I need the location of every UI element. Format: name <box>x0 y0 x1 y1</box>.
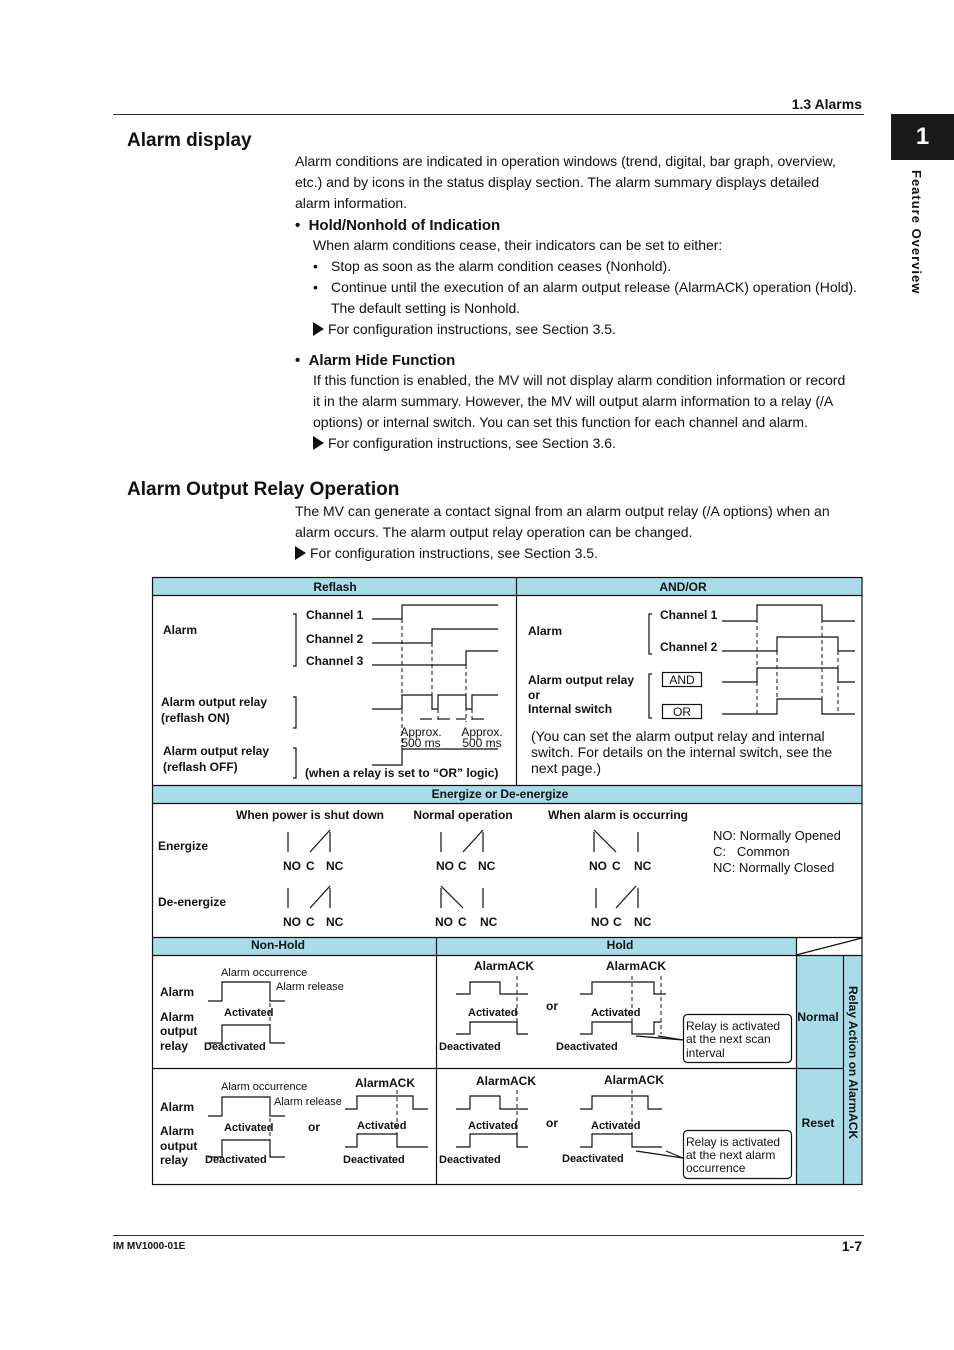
svg-text:AlarmACK: AlarmACK <box>474 959 535 973</box>
svg-text:Alarm output relay: Alarm output relay <box>163 744 270 758</box>
svg-text:Activated: Activated <box>468 1007 518 1019</box>
svg-text:500 ms: 500 ms <box>462 736 502 750</box>
svg-text:Normal: Normal <box>797 1010 839 1024</box>
svg-text:NO: NO <box>436 859 454 873</box>
hold-item: Continue until the execution of an alarm output release (AlarmACK) operation (Hold). <box>331 279 858 295</box>
svg-text:interval: interval <box>686 1046 725 1060</box>
svg-text:or: or <box>308 1120 320 1134</box>
svg-text:Activated: Activated <box>357 1120 407 1132</box>
svg-text:C: Common: C: Common <box>713 844 790 859</box>
hide-reference: For configuration instructions, see Section 3.6. <box>313 433 616 454</box>
svg-text:Alarm release: Alarm release <box>276 981 344 993</box>
svg-text:Activated: Activated <box>224 1007 274 1019</box>
svg-text:OR: OR <box>673 705 691 719</box>
bullet-dot: • <box>313 258 318 274</box>
svg-text:NC: NC <box>480 915 498 929</box>
svg-text:Energize: Energize <box>158 839 209 853</box>
svg-text:switch. For details on the int: switch. For details on the internal switch, see the <box>531 744 833 760</box>
svg-text:Activated: Activated <box>591 1120 641 1132</box>
svg-text:AlarmACK: AlarmACK <box>355 1076 416 1090</box>
svg-text:Relay is activated: Relay is activated <box>686 1135 781 1149</box>
svg-text:NO: NO <box>591 915 609 929</box>
relay-line: The MV can generate a contact signal from an alarm output relay (/A options) when an <box>295 503 830 519</box>
svg-text:De-energize: De-energize <box>158 895 227 909</box>
relay-reference: For configuration instructions, see Section 3.5. <box>295 543 598 564</box>
svg-text:Activated: Activated <box>224 1122 274 1134</box>
svg-text:NO: NO <box>283 859 301 873</box>
svg-text:Channel 2: Channel 2 <box>660 640 718 654</box>
svg-text:Deactivated: Deactivated <box>439 1041 501 1053</box>
svg-text:Approx.: Approx. <box>400 725 442 739</box>
svg-text:NC: NC <box>478 859 496 873</box>
svg-text:Channel 3: Channel 3 <box>306 654 364 668</box>
svg-text:Reset: Reset <box>801 1116 835 1130</box>
svg-text:next page.): next page.) <box>531 760 602 776</box>
svg-text:occurrence: occurrence <box>686 1161 746 1175</box>
svg-text:NC: NC <box>634 859 652 873</box>
side-label: Feature Overview <box>909 170 924 295</box>
document-id: IM MV1000-01E <box>113 1241 186 1252</box>
svg-text:C: C <box>306 915 315 929</box>
svg-text:Approx.: Approx. <box>461 725 503 739</box>
svg-text:AlarmACK: AlarmACK <box>476 1074 537 1088</box>
svg-text:When alarm is occurring: When alarm is occurring <box>547 808 689 822</box>
svg-text:Channel 2: Channel 2 <box>306 632 364 646</box>
intro-line: etc.) and by icons in the status display section. The alarm summary displays detailed <box>295 174 820 190</box>
svg-text:or: or <box>546 1116 558 1130</box>
running-header: 1.3 Alarms <box>791 96 862 112</box>
svg-text:at the next scan: at the next scan <box>686 1032 771 1046</box>
svg-text:AND: AND <box>669 673 695 687</box>
svg-text:Internal switch: Internal switch <box>528 702 613 716</box>
hide-line: If this function is enabled, the MV will not display alarm condition information or record <box>313 372 846 388</box>
svg-text:NO: NO <box>283 915 301 929</box>
section-title-alarm-display: Alarm display <box>127 130 252 151</box>
section-title-relay-operation: Alarm Output Relay Operation <box>127 479 400 500</box>
svg-text:or: or <box>528 688 540 702</box>
svg-text:or: or <box>546 999 558 1013</box>
svg-text:Alarm: Alarm <box>160 1124 195 1138</box>
relay-line: alarm occurs. The alarm output relay operation can be changed. <box>295 524 693 540</box>
svg-text:Normal operation: Normal operation <box>413 808 513 822</box>
svg-text:Deactivated: Deactivated <box>562 1153 624 1165</box>
chapter-tab: 1 <box>891 114 954 160</box>
svg-text:at the next alarm: at the next alarm <box>686 1148 776 1162</box>
svg-text:500 ms: 500 ms <box>401 736 441 750</box>
bullet-dot: • <box>313 279 318 295</box>
svg-text:output: output <box>160 1024 198 1038</box>
hold-item: The default setting is Nonhold. <box>331 300 521 316</box>
svg-text:Alarm occurrence: Alarm occurrence <box>221 967 308 979</box>
svg-text:NC: Normally Closed: NC: Normally Closed <box>713 860 835 875</box>
hide-heading: • Alarm Hide Function <box>295 352 456 369</box>
svg-text:Channel 1: Channel 1 <box>306 608 364 622</box>
svg-text:Alarm output relay: Alarm output relay <box>161 695 268 709</box>
svg-text:(when a relay is set to “OR” l: (when a relay is set to “OR” logic) <box>305 766 499 780</box>
svg-text:Deactivated: Deactivated <box>204 1041 266 1053</box>
hold-reference: For configuration instructions, see Section 3.5. <box>313 319 616 340</box>
svg-text:NO: NO <box>589 859 607 873</box>
svg-text:Relay is activated: Relay is activated <box>686 1019 781 1033</box>
svg-text:output: output <box>160 1139 198 1153</box>
svg-text:AlarmACK: AlarmACK <box>604 1073 665 1087</box>
svg-text:(reflash OFF): (reflash OFF) <box>163 760 238 774</box>
svg-text:Deactivated: Deactivated <box>343 1154 405 1166</box>
svg-text:Activated: Activated <box>468 1120 518 1132</box>
svg-text:C: C <box>458 915 467 929</box>
hold-item: Stop as soon as the alarm condition ceases (Nonhold). <box>331 258 672 274</box>
svg-text:AND/OR: AND/OR <box>659 580 707 594</box>
svg-text:(You can set the alarm output: (You can set the alarm output relay and internal <box>531 728 825 744</box>
svg-text:Alarm output relay: Alarm output relay <box>528 673 635 687</box>
intro-line: Alarm conditions are indicated in operation windows (trend, digital, bar graph, overview, <box>295 153 836 169</box>
svg-text:NC: NC <box>326 915 344 929</box>
svg-text:Alarm occurrence: Alarm occurrence <box>221 1081 308 1093</box>
svg-text:C: C <box>458 859 467 873</box>
svg-text:Relay Action on AlarmACK: Relay Action on AlarmACK <box>846 986 860 1140</box>
svg-text:NO: NO <box>435 915 453 929</box>
svg-text:Non-Hold: Non-Hold <box>251 938 305 952</box>
svg-text:C: C <box>612 859 621 873</box>
svg-text:Alarm: Alarm <box>160 1100 195 1114</box>
svg-text:AlarmACK: AlarmACK <box>606 959 667 973</box>
svg-text:Alarm: Alarm <box>163 623 198 637</box>
svg-text:relay: relay <box>160 1153 189 1167</box>
hold-lead: When alarm conditions cease, their indicators can be set to either: <box>313 237 723 253</box>
svg-text:Deactivated: Deactivated <box>556 1041 618 1053</box>
svg-text:Energize or De-energize: Energize or De-energize <box>431 787 569 801</box>
hold-heading: • Hold/Nonhold of Indication <box>295 217 501 234</box>
hide-line: options) or internal switch. You can set this function for each channel and alarm. <box>313 414 808 430</box>
svg-text:Hold: Hold <box>606 938 634 952</box>
svg-text:Channel 1: Channel 1 <box>660 608 718 622</box>
svg-text:NC: NC <box>326 859 344 873</box>
svg-text:NC: NC <box>634 915 652 929</box>
svg-text:NO: Normally Opened: NO: Normally Opened <box>713 828 841 843</box>
footer-rule <box>113 1235 864 1236</box>
intro-line: alarm information. <box>295 195 408 211</box>
hide-line: it in the alarm summary. However, the MV will output alarm information to a relay (/A <box>313 393 834 409</box>
svg-text:C: C <box>306 859 315 873</box>
svg-text:Alarm: Alarm <box>528 624 563 638</box>
svg-text:Alarm: Alarm <box>160 1010 195 1024</box>
svg-text:Reflash: Reflash <box>313 580 357 594</box>
svg-text:When power is shut down: When power is shut down <box>236 808 384 822</box>
svg-text:Alarm: Alarm <box>160 985 195 999</box>
svg-text:C: C <box>613 915 622 929</box>
svg-text:Deactivated: Deactivated <box>205 1154 267 1166</box>
page-number: 1-7 <box>841 1238 862 1254</box>
svg-text:Deactivated: Deactivated <box>439 1154 501 1166</box>
svg-text:relay: relay <box>160 1039 189 1053</box>
svg-text:Activated: Activated <box>591 1007 641 1019</box>
svg-text:Alarm release: Alarm release <box>274 1096 342 1108</box>
svg-text:(reflash ON): (reflash ON) <box>161 711 230 725</box>
